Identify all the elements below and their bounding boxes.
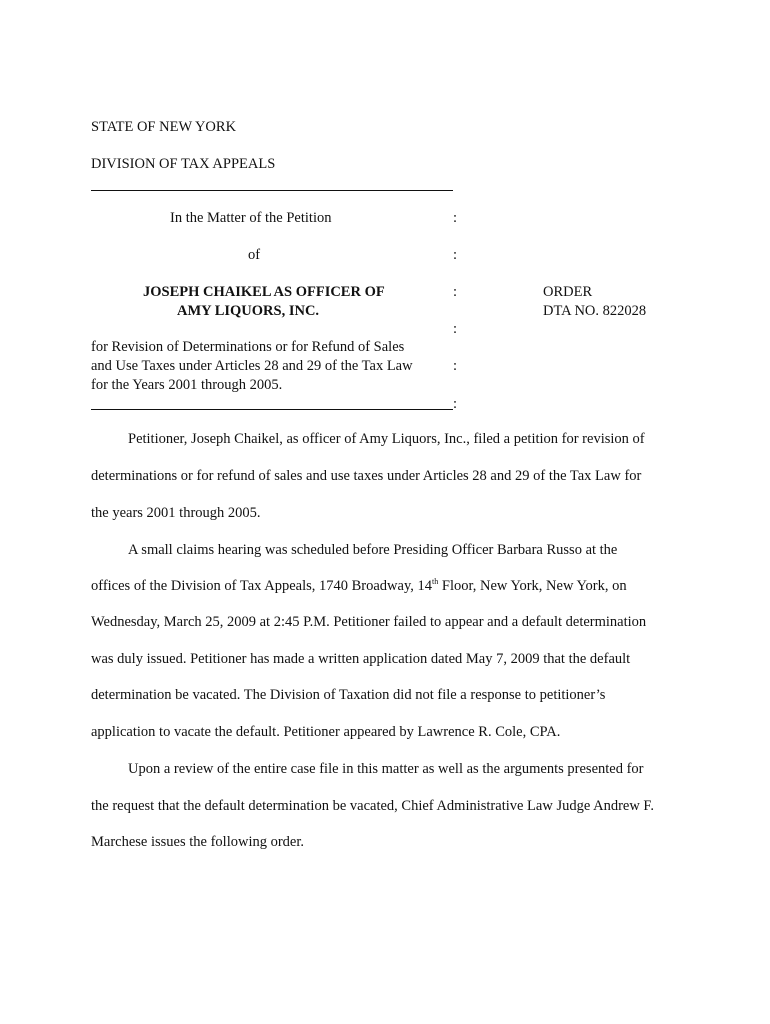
matter-line: In the Matter of the Petition [170,210,332,226]
ordinal-suffix: th [432,577,439,587]
paragraph-2-line: Wednesday, March 25, 2009 at 2:45 P.M. Petitioner failed to appear and a default determination [91,614,647,630]
caption-colon: : [453,284,458,300]
caption-colon: : [453,321,458,337]
paragraph-1-line: Petitioner, Joseph Chaikel, as officer of Amy Liquors, Inc., filed a petition for revision of [128,431,645,447]
caption-colon: : [453,210,458,226]
paragraph-2-line: determination be vacated. The Division of Taxation did not file a response to petitioner’s [91,687,606,703]
caption-colon: : [453,247,458,263]
of-line: of [248,247,261,263]
paragraph-3-line: Marchese issues the following order. [91,834,305,850]
caption-bottom-rule [91,409,453,410]
paragraph-3-line: the request that the default determination be vacated, Chief Administrative Law Judge Andrew F. [91,798,654,814]
order-title: ORDER [543,284,593,300]
paragraph-1-line: the years 2001 through 2005. [91,505,261,521]
petitioner-name-line2: AMY LIQUORS, INC. [177,303,320,319]
petitioner-name-line1: JOSEPH CHAIKEL AS OFFICER OF [143,284,385,300]
caption-colon: : [453,358,458,374]
purpose-line1: for Revision of Determinations or for Refund of Sales [91,339,405,355]
paragraph-1-line: determinations or for refund of sales and use taxes under Articles 28 and 29 of the Tax Law for [91,468,642,484]
purpose-line3: for the Years 2001 through 2005. [91,377,283,393]
division-heading: DIVISION OF TAX APPEALS [91,156,276,172]
state-heading: STATE OF NEW YORK [91,119,237,135]
address-text-cont: Floor, New York, New York, on [438,578,627,594]
paragraph-2-line: A small claims hearing was scheduled before Presiding Officer Barbara Russo at the [128,542,618,558]
paragraph-3-line: Upon a review of the entire case file in this matter as well as the arguments presented for [128,761,644,777]
caption-top-rule [91,190,453,191]
caption-colon: : [453,396,458,412]
paragraph-2-line: was duly issued. Petitioner has made a written application dated May 7, 2009 that the default [91,651,631,667]
docket-number: DTA NO. 822028 [543,303,647,319]
address-text: offices of the Division of Tax Appeals, 1740 Broadway, 14 [91,578,433,594]
purpose-line2: and Use Taxes under Articles 28 and 29 of the Tax Law [91,358,413,374]
paragraph-2-line [91,577,627,595]
paragraph-2-line: application to vacate the default. Petitioner appeared by Lawrence R. Cole, CPA. [91,724,561,740]
